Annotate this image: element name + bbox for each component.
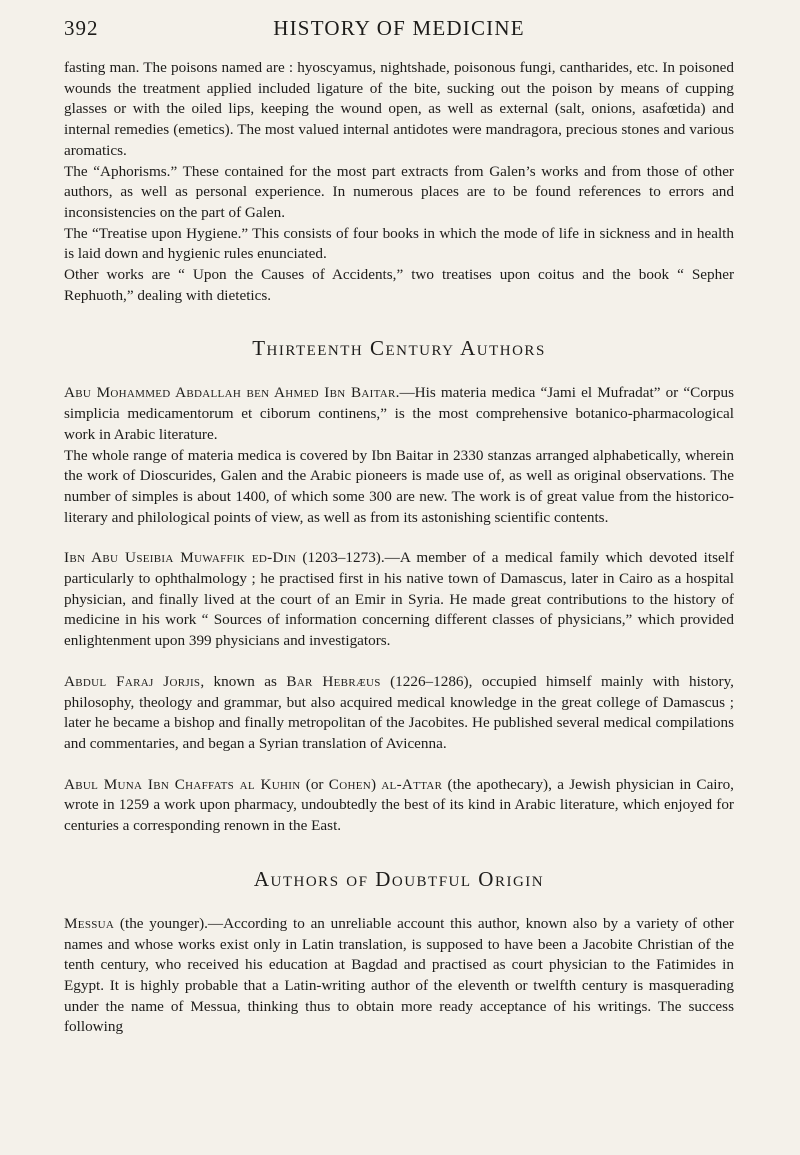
author-name: Abu Mohammed Abdallah ben Ahmed Ibn Baitar [64, 384, 396, 402]
entry-ibn-baitar [64, 383, 734, 445]
author-alias: Bar Hebræus [286, 672, 381, 690]
section-heading: Authors of Doubtful Origin [253, 866, 545, 891]
entry-text: (the younger).—According to an unreliable account this author, known also by a variety of other names and whose works exist only in Latin translation, is supposed to have been a Jacobite Christian of the tenth century, who received his education at Bagdad and practised as court physician to the Fatimides in Egypt. It is highly probable that a Latin-writing author of the eleventh or twelfth century is masquerading under the name of Messua, thinking thus to obtain more ready acceptance of his writings. The success following [64, 914, 734, 1036]
author-alias: Cohen [328, 775, 371, 793]
running-title: HISTORY OF MEDICINE [273, 16, 525, 40]
entry-text: (1226–1286), occupied himself mainly with history, philosophy, theology and grammar, but also acquired medical knowledge in the great college of Damascus ; later he became a bishop and finally metropolitan of the Jacobites. He published several medical compilations and commentaries, and began a Syrian translation of Avicenna. [64, 672, 734, 752]
entry-bar-hebraeus [64, 672, 734, 755]
paragraph: The “Treatise upon Hygiene.” This consists of four books in which the mode of life in sickness and in health is laid down and hygienic rules enunciated. [64, 224, 734, 263]
author-name: Abdul Faraj Jorjis [64, 672, 201, 690]
running-head [64, 0, 734, 50]
author-alias: al-Attar [381, 775, 443, 793]
entry-ibn-abu-useibia [64, 548, 734, 652]
section-heading: Thirteenth Century Authors [252, 336, 546, 361]
entry-text: .—His materia medica “Jami el Mufradat” or “Corpus simplicia medicamentorum et ciborum continens,” is the most comprehensive botanico-pharmacological work in Arabic literature. [64, 384, 734, 443]
author-name: Ibn Abu Useibia Muwaffik ed-Din [64, 549, 296, 567]
paragraph: The whole range of materia medica is covered by Ibn Baitar in 2330 stanzas arranged alphabetically, wherein the work of Dioscurides, Galen and the Arabic pioneers is made use of, as well as original observations. The number of simples is about 1400, of which some 300 are new. The work is of great value from the historico-literary and philological points of view, as well as from its astonishing scientific contents. [64, 446, 734, 526]
paragraph: Other works are “ Upon the Causes of Accidents,” two treatises upon coitus and the book “ Sepher Rephuoth,” dealing with dietetics. [64, 266, 734, 304]
paragraph: fasting man. The poisons named are : hyoscyamus, nightshade, poisonous fungi, cantharides, etc. In poisoned wounds the treatment applied included ligature of the bite, sucking out the poison by means of cupping glasses or with the oiled lips, keeping the wound open, as well as external (salt, onions, asafœtida) and internal remedies (emetics). The most valued internal antidotes were mandragora, precious stones and various aromatics. [64, 59, 734, 159]
paragraph: The “Aphorisms.” These contained for the most part extracts from Galen’s works and from those of other authors, as well as personal experience. In numerous places are to be found references to errors and inconsistencies on the part of Galen. [64, 162, 734, 221]
entry-text: (or [300, 775, 329, 793]
author-name: Messua [64, 914, 115, 932]
entry-text: (the apothecary), a Jewish physician in Cairo, wrote in 1259 a work upon pharmacy, undoubtedly the best of its kind in Arabic literature, which enjoyed for centuries a corresponding renown in the East. [64, 775, 734, 835]
entry-messua [64, 914, 734, 1038]
entry-text: ) [370, 775, 382, 793]
page-body [64, 50, 734, 1038]
author-name: Abul Muna Ibn Chaffats al Kuhin [64, 775, 301, 793]
entry-text: , known as [200, 672, 287, 690]
entry-text: (1203–1273).—A member of a medical family which devoted itself particularly to ophthalmology ; he practised first in his native town of Damascus, later in Cairo as a hospital physician, and finally lived at the court of an Emir in Syria. He made great contributions to the history of medicine in his work “ Sources of information concerning different classes of physicians,” which provided enlightenment upon 399 physicians and investigators. [64, 549, 734, 650]
entry-abul-muna [64, 775, 734, 837]
page-number: 392 [64, 16, 99, 40]
